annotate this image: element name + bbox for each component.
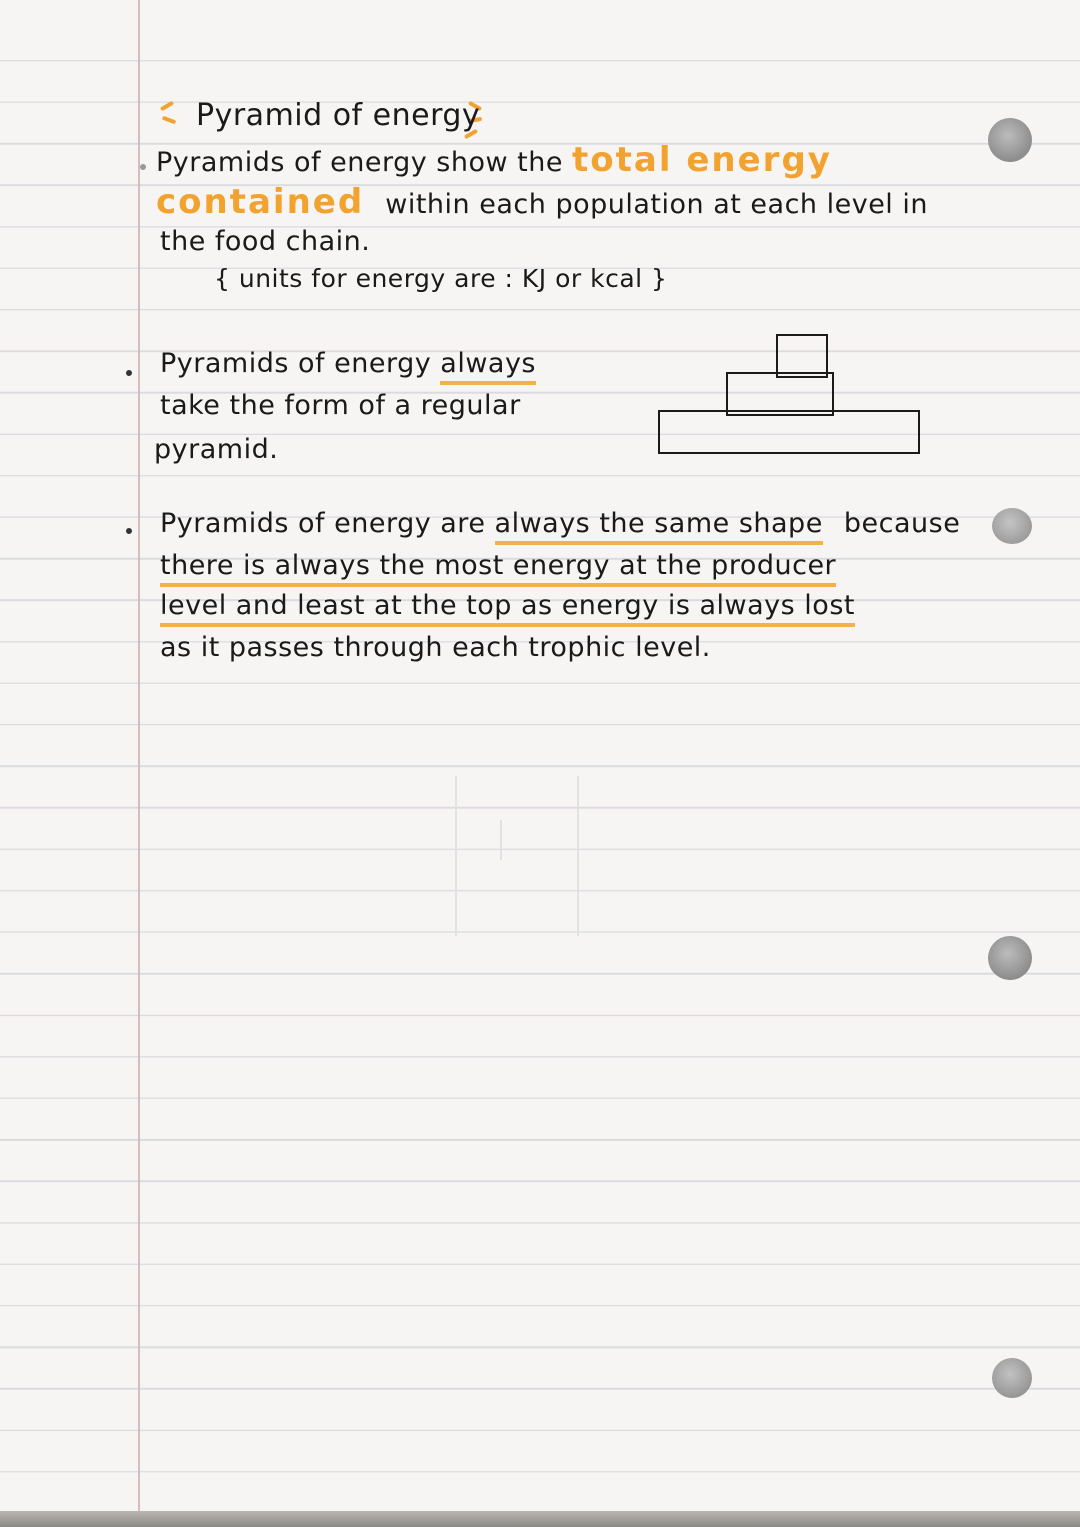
underline-p3-line-2: there is always the most energy at the producer bbox=[160, 550, 836, 587]
underline-same-shape: always the same shape bbox=[495, 508, 823, 545]
title-ray-left-1 bbox=[160, 101, 174, 111]
p3-line-3 bbox=[160, 590, 855, 621]
p2-line-1 bbox=[160, 348, 536, 379]
p2-line-3: pyramid. bbox=[154, 434, 279, 465]
bullet-2 bbox=[126, 370, 132, 376]
bullet-1 bbox=[140, 164, 146, 170]
punch-hole-top bbox=[988, 118, 1032, 162]
note-title: Pyramid of energy bbox=[196, 98, 481, 133]
p3-line-1-text: Pyramids of energy are bbox=[160, 508, 486, 539]
title-ray-left-2 bbox=[162, 116, 177, 125]
punch-hole-2 bbox=[992, 508, 1032, 544]
p2-line-2: take the form of a regular bbox=[160, 390, 521, 421]
p1-line-1 bbox=[156, 140, 832, 180]
p1-line-2-text: within each population at each level in bbox=[385, 189, 929, 220]
p2-line-1-text: Pyramids of energy bbox=[160, 348, 432, 379]
p3-line-4: as it passes through each trophic level. bbox=[160, 632, 711, 663]
p1-line-2 bbox=[156, 182, 928, 222]
ghost-diagram-box-2 bbox=[500, 820, 512, 860]
margin-line bbox=[138, 0, 140, 1527]
underline-p3-line-3: level and least at the top as energy is always lost bbox=[160, 590, 855, 627]
underline-always: always bbox=[440, 348, 536, 385]
p3-line-1-end: because bbox=[843, 508, 961, 539]
units-note: { units for energy are : KJ or kcal } bbox=[214, 264, 668, 293]
bullet-3 bbox=[126, 528, 132, 534]
page-bottom-edge bbox=[0, 1511, 1080, 1527]
highlight-contained: contained bbox=[156, 182, 365, 222]
p3-line-2 bbox=[160, 550, 836, 581]
highlight-total-energy: total energy bbox=[572, 140, 832, 180]
p1-line-1-text: Pyramids of energy show the bbox=[156, 147, 563, 178]
punch-hole-bottom bbox=[992, 1358, 1032, 1398]
pyramid-level-bottom bbox=[658, 410, 920, 454]
p3-line-1 bbox=[160, 508, 960, 539]
p1-line-3: the food chain. bbox=[160, 226, 371, 257]
ghost-diagram-box bbox=[455, 776, 579, 936]
punch-hole-3 bbox=[988, 936, 1032, 980]
